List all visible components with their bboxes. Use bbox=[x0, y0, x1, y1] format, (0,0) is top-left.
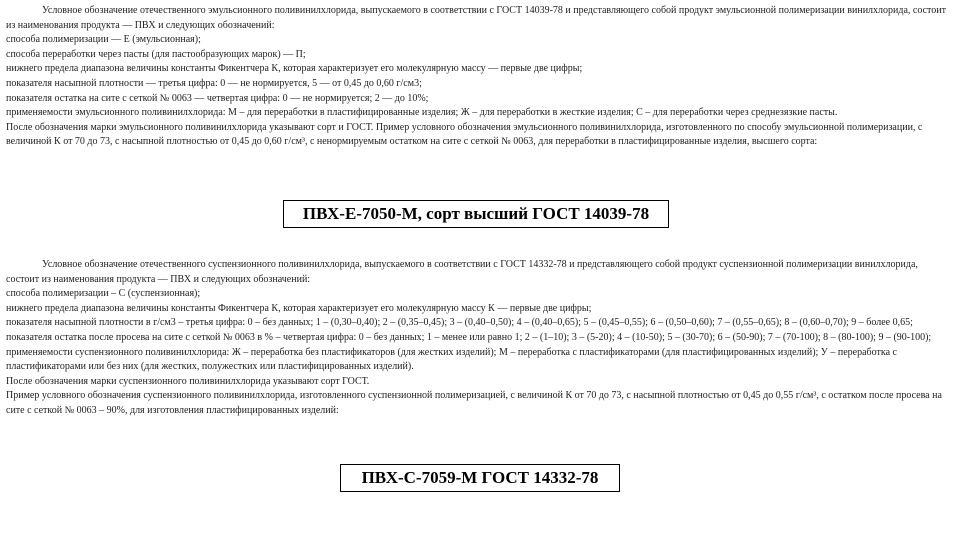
paragraph-line: показателя остатка после просева на сите с сеткой № 0063 в % – четвертая цифра: 0 – без данных; 1 – менее или равно 1; 2 – (1–10); 3 – (5-20); 4 – (10-50); 5 – (30-70); 6 – (50-90); 7 – (70-100); 8 – (80-100); 9 – (90-100); bbox=[6, 331, 932, 343]
paragraph-line: способа полимеризации – С (суспензионная); bbox=[6, 288, 201, 300]
paragraph-line: применяемости суспензионного поливинилхлорида: Ж – переработка без пластификаторов (для жестких изделий); М – переработка с пластификаторами (для пластифицированных изделий); У – переработка с пластификаторами или без них (для жестких, полужестких или пластифицированных изделий). bbox=[6, 346, 897, 373]
paragraph-line: показателя остатка на сите с сеткой № 0063 — четвертая цифра: 0 — не нормируется; 2 — до 10%; bbox=[6, 92, 429, 104]
section-emulsion-pvc bbox=[6, 4, 946, 150]
example-designation-box: ПВХ-С-7059-М ГОСТ 14332-78 bbox=[340, 464, 620, 492]
section-suspension-pvc bbox=[6, 258, 946, 419]
paragraph-line: нижнего предела диапазона величины константы Фикентчера К, которая характеризует его молекулярную массу К — первые две цифры; bbox=[6, 302, 592, 314]
paragraph-line: показателя насыпной плотности — третья цифра: 0 — не нормируется, 5 — от 0,45 до 0,60 г/см3; bbox=[6, 77, 422, 89]
paragraph-line: Пример условного обозначения суспензионного поливинилхлорида, изготовленного суспензионной полимеризацией, с величиной К от 70 до 73, с насыпной плотностью от 0,45 до 0,55 г/см³, с остатком после просева на сите с сеткой № 0063 – 90%, для изготовления пластифицированных изделий: bbox=[6, 390, 942, 416]
paragraph-intro: Условное обозначение отечественного суспензионного поливинилхлорида, выпускаемого в соответствии с ГОСТ 14332-78 и представляющего собой продукт суспензионной полимеризации винилхлорида, состоит из наименования продукта — ПВХ и следующих обозначений: bbox=[6, 259, 918, 285]
paragraph-intro: Условное обозначение отечественного эмульсионного поливинилхлорида, выпускаемого в соответствии с ГОСТ 14039-78 и представляющего собой продукт эмульсионной полимеризации винилхлорида, состоит из наименования продукта — ПВХ и следующих обозначений: bbox=[6, 5, 946, 31]
paragraph-line: показателя насыпной плотности в г/см3 – третья цифра: 0 – без данных; 1 – (0,30–0,40); 2 – (0,35–0,45); 3 – (0,40–0,50); 4 – (0,40–0,65); 5 – (0,45–0,55); 6 – (0,50–0,60); 7 – (0,55–0,65); 8 – (0,60–0,70); 9 – более 0,65; bbox=[6, 317, 913, 329]
paragraph-line: применяемости эмульсионного поливинилхлорида: М – для переработки в пластифицированные изделия; Ж – для переработки в жесткие изделия; С – для переработки через среднезязкие пасты. bbox=[6, 107, 838, 119]
paragraph-line: После обозначения марки суспензионного поливинилхлорида указывают сорт ГОСТ. bbox=[6, 375, 370, 387]
paragraph-line: После обозначения марки эмульсионного поливинилхлорида указывают сорт и ГОСТ. Пример условного обозначения эмульсионного поливинилхлорида, изготовленного по способу эмульсионной полимеризации, с величиной К от 70 до 73, с насыпной плотностью от 0,45 до 0,60 г/см³, с ненормируемым остатком на сите с сеткой № 0063, для переработки в пластифицированные изделия, высшего сорта: bbox=[6, 121, 923, 148]
paragraph-line: способа переработки через пасты (для пастообразующих марок) — П; bbox=[6, 48, 306, 60]
example-designation-box: ПВХ-Е-7050-М, сорт высший ГОСТ 14039-78 bbox=[283, 200, 669, 228]
paragraph-line: способа полимеризации — Е (эмульсионная); bbox=[6, 34, 201, 46]
paragraph-line: нижнего предела диапазона величины константы Фикентчера К, которая характеризует его молекулярную массу — первые две цифры; bbox=[6, 63, 583, 75]
